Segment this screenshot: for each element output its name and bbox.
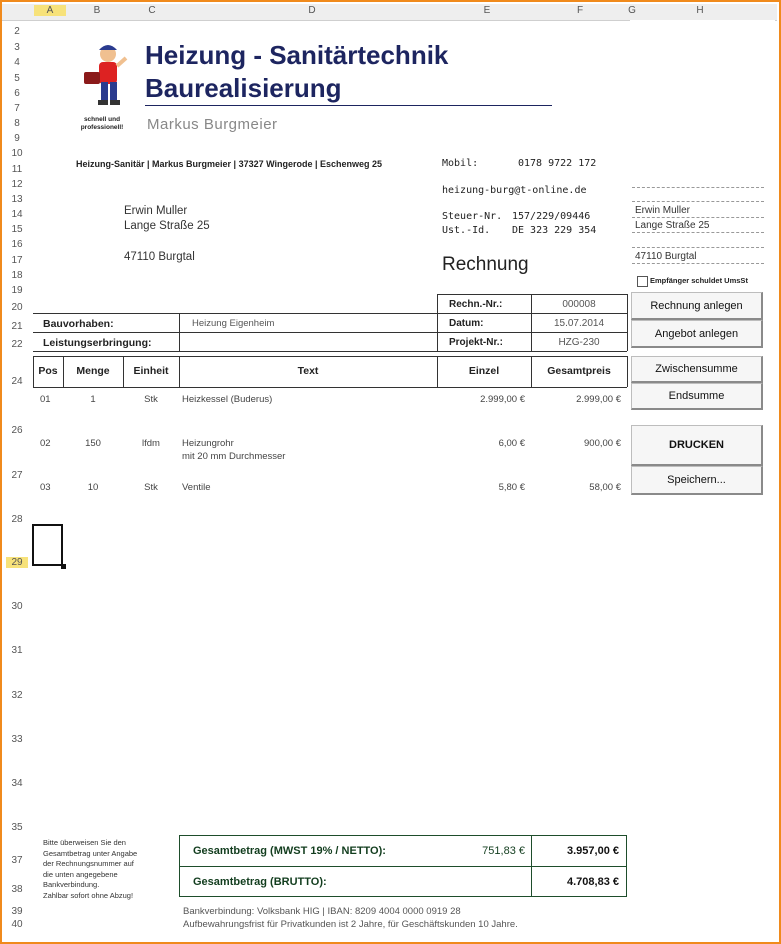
column-header-e[interactable]: E <box>483 5 491 16</box>
side-separator <box>632 232 764 233</box>
item-single-price: 5,80 € <box>498 482 525 493</box>
mwst-amount: 751,83 € <box>482 845 525 857</box>
logo-caption: schnell und professionell! <box>80 116 124 131</box>
item-total-price: 2.999,00 € <box>576 394 621 405</box>
column-header-c[interactable]: C <box>148 5 156 16</box>
item-single-price: 6,00 € <box>498 438 525 449</box>
row-header-7[interactable]: 7 <box>14 103 20 114</box>
table-vline-6 <box>627 356 628 387</box>
row-header-30[interactable]: 30 <box>11 601 23 612</box>
item-unit: lfdm <box>142 438 160 449</box>
row-header-24[interactable]: 24 <box>11 376 23 387</box>
row-header-8[interactable]: 8 <box>14 118 20 129</box>
meta-vline-1 <box>437 294 438 351</box>
row-header-9[interactable]: 9 <box>14 133 20 144</box>
row-header-33[interactable]: 33 <box>11 734 23 745</box>
side-separator <box>632 187 764 188</box>
meta-vline-3 <box>627 294 628 351</box>
row-header-13[interactable]: 13 <box>11 194 23 205</box>
vat-number: DE 323 229 354 <box>512 225 597 236</box>
payment-note: Bitte überweisen Sie den Gesamtbetrag unter Angabe der Rechnungsnummer auf die unten angegebene Bankverbindung. Zahlbar sofort ohne Abzug! <box>43 838 138 900</box>
email: heizung-burg@t-online.de <box>442 185 587 196</box>
table-header-line <box>33 387 627 388</box>
meta-line-3 <box>33 351 627 352</box>
mobile-label: Mobil: <box>442 158 479 169</box>
tax-number: 157/229/09446 <box>512 211 591 222</box>
company-title-line1: Heizung - Sanitärtechnik <box>145 40 449 70</box>
retention-notice: Aufbewahrungsfrist für Privatkunden ist 2 Jahre, für Geschäftskunden 10 Jahre. <box>183 919 518 930</box>
selected-cell[interactable] <box>32 524 63 566</box>
grand-total-button[interactable]: Endsumme <box>631 383 763 410</box>
row-header-21[interactable]: 21 <box>11 321 23 332</box>
row-header-16[interactable]: 16 <box>11 239 23 250</box>
project-number-label: Projekt-Nr.: <box>449 337 503 348</box>
col-total-header: Gesamtpreis <box>547 365 611 377</box>
create-offer-button[interactable]: Angebot anlegen <box>631 320 763 348</box>
row-header-35[interactable]: 35 <box>11 822 23 833</box>
row-header-40[interactable]: 40 <box>11 919 23 930</box>
col-unit-header: Einheit <box>133 365 169 377</box>
row-header-27[interactable]: 27 <box>11 470 23 481</box>
item-text: Heizungrohr <box>182 438 234 449</box>
brutto-label: Gesamtbetrag (BRUTTO): <box>193 876 327 888</box>
side-recipient-street[interactable]: Lange Straße 25 <box>635 220 710 231</box>
column-header-d[interactable]: D <box>308 5 316 16</box>
meta-box-top <box>437 294 627 295</box>
construction-project[interactable]: Heizung Eigenheim <box>192 318 275 329</box>
item-single-price: 2.999,00 € <box>480 394 525 405</box>
row-header-18[interactable]: 18 <box>11 270 23 281</box>
vat-label: Ust.-Id. <box>442 225 491 236</box>
column-header-g[interactable]: G <box>628 5 636 16</box>
side-separator <box>632 247 764 248</box>
side-separator <box>632 217 764 218</box>
company-title-line2: Baurealisierung <box>145 73 342 103</box>
row-header-38[interactable]: 38 <box>11 884 23 895</box>
vat-reverse-label: Empfänger schuldet UmsSt <box>650 276 748 285</box>
column-header-b[interactable]: B <box>93 5 101 16</box>
invoice-number-label: Rechn.-Nr.: <box>449 299 503 310</box>
row-header-29[interactable]: 29 <box>6 557 28 568</box>
column-header-bar <box>2 4 777 21</box>
col-text-header: Text <box>297 365 319 377</box>
print-button[interactable]: DRUCKEN <box>631 425 763 466</box>
sender-line: Heizung-Sanitär | Markus Burgmeier | 37327 Wingerode | Eschenweg 25 <box>76 159 383 169</box>
item-qty: 1 <box>90 394 96 405</box>
invoice-date[interactable]: 15.07.2014 <box>553 318 605 329</box>
row-header-26[interactable]: 26 <box>11 425 23 436</box>
column-header-f[interactable]: F <box>576 5 584 16</box>
row-header-2[interactable]: 2 <box>14 26 20 37</box>
row-header-31[interactable]: 31 <box>11 645 23 656</box>
item-text: Ventile <box>182 482 211 493</box>
row-header-39[interactable]: 39 <box>11 906 23 917</box>
meta-line-1 <box>33 313 627 314</box>
service-label: Leistungserbringung: <box>43 337 152 349</box>
brutto-amount: 4.708,83 € <box>567 876 619 888</box>
project-number[interactable]: HZG-230 <box>558 337 600 348</box>
item-pos: 01 <box>40 394 51 405</box>
title-underline <box>145 105 552 106</box>
row-header-11[interactable]: 11 <box>11 164 23 175</box>
tax-label: Steuer-Nr. <box>442 211 503 222</box>
fill-handle[interactable] <box>61 564 66 569</box>
side-separator <box>632 201 764 202</box>
item-qty: 10 <box>87 482 99 493</box>
side-recipient-city[interactable]: 47110 Burgtal <box>635 251 697 262</box>
row-header-32[interactable]: 32 <box>11 690 23 701</box>
item-text: Heizkessel (Buderus) <box>182 394 273 405</box>
item-qty: 150 <box>85 438 101 449</box>
row-header-6[interactable]: 6 <box>14 88 20 99</box>
item-text-line2: mit 20 mm Durchmesser <box>182 451 286 462</box>
row-header-20[interactable]: 20 <box>11 302 23 313</box>
bank-details: Bankverbindung: Volksbank HIG | IBAN: 8209 4004 0000 0919 28 <box>183 906 461 917</box>
column-header-h[interactable]: H <box>696 5 704 16</box>
col-qty-header: Menge <box>76 365 110 377</box>
row-header-34[interactable]: 34 <box>11 778 23 789</box>
construction-project-label: Bauvorhaben: <box>43 318 114 330</box>
mobile-number: 0178 9722 172 <box>518 158 597 169</box>
netto-label: Gesamtbetrag (MWST 19% / NETTO): <box>193 845 386 857</box>
row-header-17[interactable]: 17 <box>11 255 23 266</box>
recipient-city: 47110 Burgtal <box>124 251 195 263</box>
item-total-price: 58,00 € <box>589 482 621 493</box>
recipient-street: Lange Straße 25 <box>124 220 210 232</box>
item-unit: Stk <box>144 482 158 493</box>
row-header-15[interactable]: 15 <box>11 224 23 235</box>
subtotal-button[interactable]: Zwischensumme <box>631 356 763 383</box>
save-button[interactable]: Speichern... <box>631 466 763 495</box>
owner-name: Markus Burgmeier <box>147 116 278 133</box>
row-header-14[interactable]: 14 <box>11 209 23 220</box>
row-header-22[interactable]: 22 <box>11 339 23 350</box>
col-single-header: Einzel <box>468 365 500 377</box>
item-unit: Stk <box>144 394 158 405</box>
vat-reverse-checkbox[interactable] <box>637 276 648 287</box>
row-header-37[interactable]: 37 <box>11 855 23 866</box>
meta-line-2 <box>33 332 627 333</box>
row-header-5[interactable]: 5 <box>14 73 20 84</box>
col-pos-header: Pos <box>38 365 58 377</box>
item-total-price: 900,00 € <box>584 438 621 449</box>
column-header-a[interactable]: A <box>34 5 66 16</box>
document-title: Rechnung <box>442 254 529 275</box>
side-separator <box>632 263 764 264</box>
totals-divider <box>179 866 627 867</box>
plumber-logo-icon <box>72 42 132 120</box>
recipient-name: Erwin Muller <box>124 205 188 217</box>
meta-vline-4 <box>179 313 180 351</box>
row-header-10[interactable]: 10 <box>11 148 23 159</box>
row-header-4[interactable]: 4 <box>14 57 20 68</box>
row-header-28[interactable]: 28 <box>11 514 23 525</box>
invoice-number[interactable]: 000008 <box>562 299 596 310</box>
netto-amount: 3.957,00 € <box>567 845 619 857</box>
side-recipient-name[interactable]: Erwin Muller <box>635 205 691 216</box>
date-label: Datum: <box>449 318 484 329</box>
row-header-3[interactable]: 3 <box>14 42 20 53</box>
item-pos: 03 <box>40 482 51 493</box>
row-header-19[interactable]: 19 <box>11 285 23 296</box>
row-header-12[interactable]: 12 <box>11 179 23 190</box>
create-invoice-button[interactable]: Rechnung anlegen <box>631 292 763 320</box>
item-pos: 02 <box>40 438 51 449</box>
